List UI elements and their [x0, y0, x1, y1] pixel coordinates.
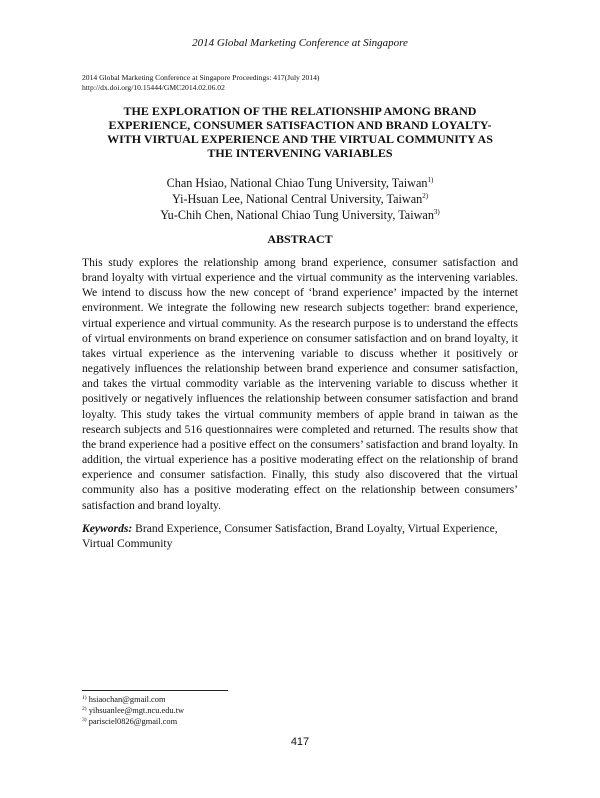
- author-line: [0, 191, 600, 207]
- footnote-mark: 3): [82, 717, 87, 723]
- author-line: [0, 175, 600, 191]
- abstract-body: This study explores the relationship among brand experience, consumer satisfaction and brand loyalty with virtual experience and the virtual community as the intervening variables. We intend to discuss how the new concept of ‘brand experience’ impacted by the internet environment. We integrate the following new research subjects together: brand experience, virtual experience and virtual community. As the research purpose is to understand the effects of virtual environments on brand experience on consumer satisfaction and on brand loyalty, it takes virtual experience as the intervening variable to discuss whether it positively or negatively influences the relationship between brand experience and consumer satisfaction, and takes the virtual commodity variable as the intervening variable to discuss whether it positively or negatively influences the relationship between consumer satisfaction and brand loyalty. This study takes the virtual community members of apple brand in taiwan as the research subjects and 516 questionnaires were completed and returned. The results show that the brand experience had a positive effect on the consumers’ satisfaction and brand loyalty. In addition, the virtual experience has a positive moderating effect on the relationship of brand experience and consumer satisfaction. Finally, this study also discovered that the virtual community also has a positive moderating effect on the relationship between consumers’ satisfaction and brand loyalty.: [82, 256, 518, 512]
- footnote-mark: 2): [82, 706, 87, 712]
- page-number: 417: [290, 736, 310, 748]
- proceedings-info: [82, 73, 319, 93]
- footnote: [82, 694, 184, 705]
- footnote-email: parisciel0826@gmail.com: [88, 717, 178, 726]
- title-line: THE INTERVENING VARIABLES: [207, 146, 393, 160]
- running-header: 2014 Global Marketing Conference at Singapore: [192, 37, 408, 49]
- author-affiliation: Yu-Chih Chen, National Chiao Tung University, Taiwan: [160, 208, 434, 222]
- abstract-heading: ABSTRACT: [267, 232, 333, 246]
- author-footnote-mark: 3): [433, 208, 440, 216]
- author-line: [0, 207, 600, 223]
- author-list: [0, 175, 600, 223]
- paper-title: [100, 104, 500, 160]
- doi-link[interactable]: http://dx.doi.org/10.15444/GMC2014.02.06.02: [82, 83, 225, 92]
- footnotes: [82, 694, 184, 727]
- footnote: [82, 716, 184, 727]
- author-affiliation: Yi-Hsuan Lee, National Central University, Taiwan: [171, 192, 423, 206]
- title-line: WITH VIRTUAL EXPERIENCE AND THE VIRTUAL COMMUNITY AS: [107, 132, 493, 146]
- footnote-email: yihsuanlee@mgt.ncu.edu.tw: [88, 706, 185, 715]
- footnote: [82, 705, 184, 716]
- keywords: [82, 521, 518, 551]
- author-footnote-mark: 1): [427, 176, 434, 184]
- keywords-text: Brand Experience, Consumer Satisfaction, Brand Loyalty, Virtual Experience, Virtual Community: [82, 522, 498, 551]
- title-line: THE EXPLORATION OF THE RELATIONSHIP AMONG BRAND: [123, 104, 477, 118]
- title-line: EXPERIENCE, CONSUMER SATISFACTION AND BRAND LOYALTY-: [108, 118, 492, 132]
- footnote-divider: [82, 690, 228, 691]
- author-footnote-mark: 2): [422, 192, 429, 200]
- footnote-mark: 1): [82, 695, 87, 701]
- footnote-email: hsiaochan@gmail.com: [88, 695, 166, 704]
- keywords-label: Keywords:: [82, 522, 133, 535]
- proceedings-citation: 2014 Global Marketing Conference at Singapore Proceedings: 417(July 2014): [82, 73, 320, 82]
- author-affiliation: Chan Hsiao, National Chiao Tung University, Taiwan: [166, 176, 428, 190]
